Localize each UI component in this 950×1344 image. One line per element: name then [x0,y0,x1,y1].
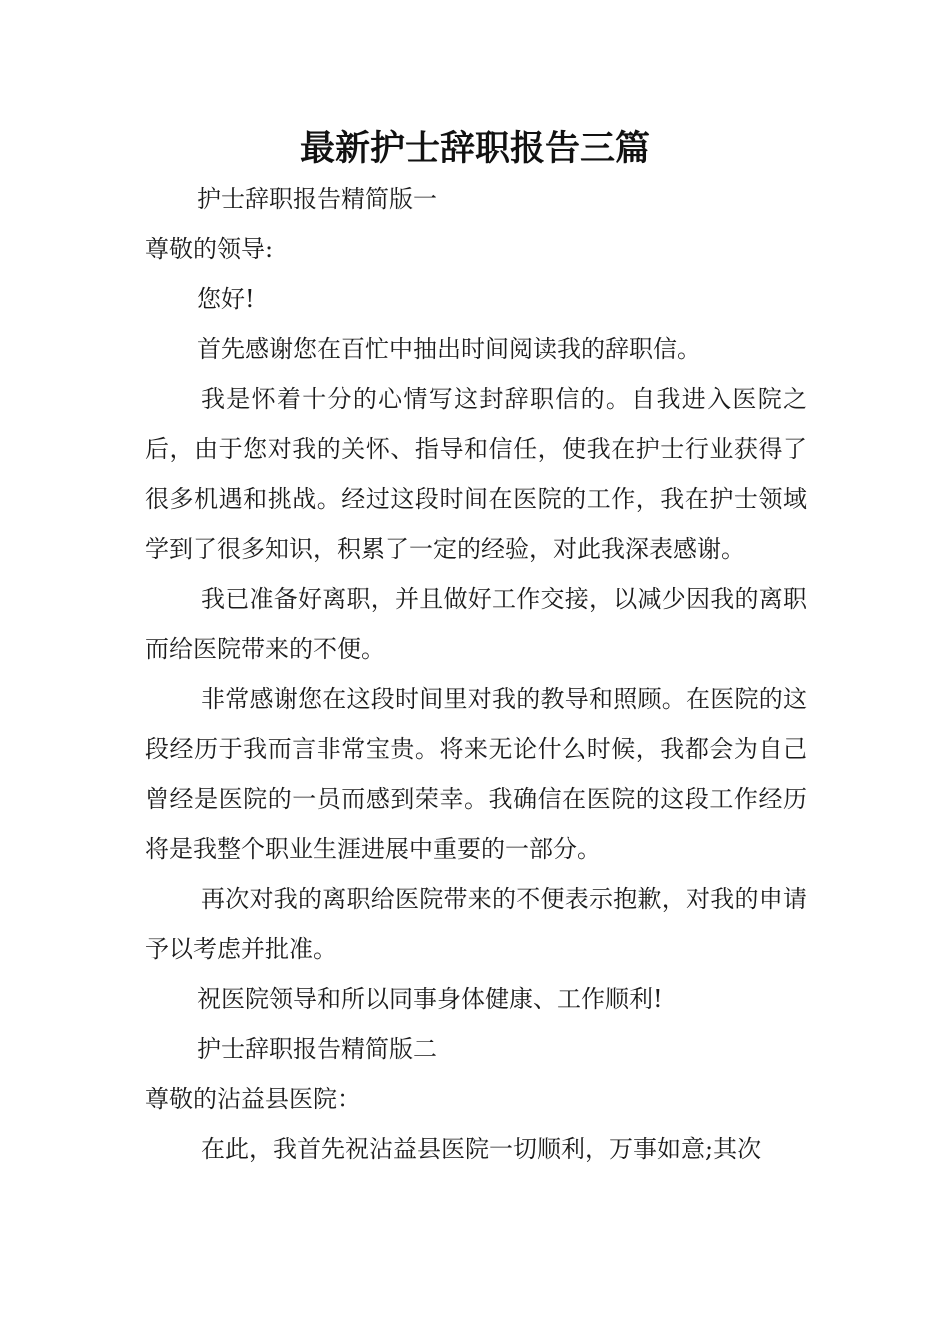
paragraph: 再次对我的离职给医院带来的不便表示抱歉，对我的申请予以考虑并批准。 [145,885,807,963]
document-title: 最新护士辞职报告三篇 [299,129,650,169]
document-body [145,174,807,1174]
paragraph: 在此，我首先祝沾益县医院一切顺利，万事如意;其次 [201,1135,762,1163]
greeting: 您好! [197,285,255,313]
paragraph: 非常感谢您在这段时间里对我的教导和照顾。在医院的这段经历于我而言非常宝贵。将来无论什么时候，我都会为自己曾经是医院的一员而感到荣幸。我确信在医院的这段工作经历将是我整个职业生涯进展中重要的一部分。 [145,685,807,863]
paragraph: 我已准备好离职，并且做好工作交接，以减少因我的离职而给医院带来的不便。 [145,585,807,663]
section-heading-2: 护士辞职报告精简版二 [197,1035,437,1063]
paragraph: 祝医院领导和所以同事身体健康、工作顺利! [197,985,663,1013]
paragraph: 首先感谢您在百忙中抽出时间阅读我的辞职信。 [197,335,701,363]
section-heading-1: 护士辞职报告精简版一 [197,185,437,213]
salutation-2: 尊敬的沾益县医院： [145,1085,361,1113]
paragraph: 我是怀着十分的心情写这封辞职信的。自我进入医院之后，由于您对我的关怀、指导和信任，使我在护士行业获得了很多机遇和挑战。经过这段时间在医院的工作，我在护士领域学到了很多知识，积累了一定的经验，对此我深表感谢。 [145,385,807,563]
salutation-1: 尊敬的领导: [145,235,274,263]
